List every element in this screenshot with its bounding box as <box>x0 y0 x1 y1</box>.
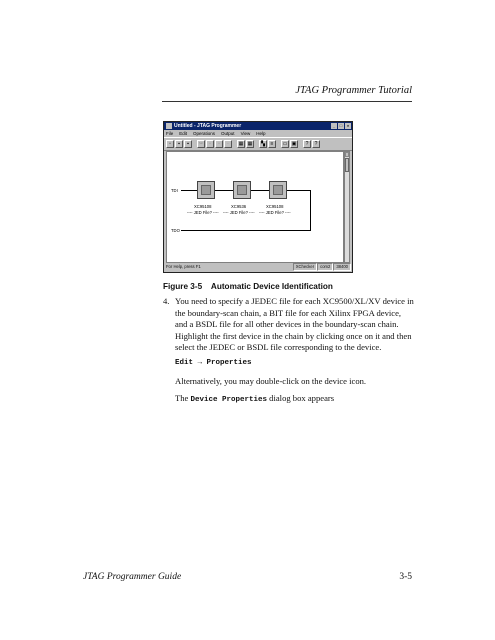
step-text: You need to specify a JEDEC file for each XC9500/XL/XV device in the boundary-scan chain, a BIT file for each Xilinx FPGA device, and a BSDL file for all other devices in the boundary-scan chain. Highlight the first device in the chain by clicking once on it and then select the JEDEC or BSDL file corresponding to the device. <box>175 296 414 352</box>
chip-program-icon[interactable]: ▦ <box>247 141 253 147</box>
tdi-wire <box>181 190 197 191</box>
wire-1-2 <box>215 190 233 191</box>
menu-view[interactable]: View <box>240 131 251 136</box>
cut-icon[interactable]: ✂ <box>198 141 204 147</box>
dialog-name: Device Properties <box>190 396 268 404</box>
tdo-wire <box>181 230 311 231</box>
header-rule <box>162 101 412 102</box>
status-bar <box>165 263 351 271</box>
wire-2-3 <box>251 190 269 191</box>
menu-operations[interactable]: Operations <box>193 131 216 136</box>
window-title: Untitled - JTAG Programmer <box>174 123 242 129</box>
paste-icon[interactable]: ▫ <box>215 140 223 148</box>
new-file-icon[interactable]: ▫ <box>166 140 174 148</box>
app-icon[interactable] <box>166 123 172 129</box>
footer-guide-title: JTAG Programmer Guide <box>83 572 182 582</box>
save-icon[interactable]: ▪ <box>184 140 192 148</box>
menu-path: Edit → Properties <box>175 359 252 367</box>
open-folder-icon[interactable]: ▪ <box>175 140 183 148</box>
alternative-text: Alternatively, you may double-click on the device icon. <box>175 376 367 386</box>
maximize-button[interactable]: □ <box>339 123 343 128</box>
scroll-thumb[interactable] <box>345 158 349 172</box>
dialog-prefix: The <box>175 393 191 403</box>
help-icon[interactable]: ? <box>303 140 311 148</box>
toolbar <box>164 137 352 151</box>
vertical-scrollbar[interactable] <box>344 151 350 263</box>
status-help-text: For Help, press F1 <box>166 264 201 269</box>
menu-edit[interactable]: Edit <box>179 131 188 136</box>
menu-help[interactable]: Help <box>256 131 266 136</box>
menu-bar <box>164 130 352 137</box>
chip-view-icon[interactable]: ▦ <box>238 141 244 147</box>
figure-caption: Figure 3-5 Automatic Device Identification <box>163 282 333 291</box>
wire-3-out <box>287 190 311 191</box>
undo-icon[interactable]: · <box>224 140 232 148</box>
device-2-chip[interactable] <box>233 181 251 199</box>
step-number: 4. <box>163 296 170 306</box>
grid-icon[interactable]: ▚ <box>259 140 267 148</box>
running-header: JTAG Programmer Tutorial <box>295 85 412 96</box>
dialog-text <box>175 393 334 404</box>
scroll-up-icon[interactable] <box>345 152 349 157</box>
device-1-name: XC95108 <box>194 204 212 209</box>
dialog-suffix: dialog box appears <box>267 393 335 403</box>
status-cable: XChecker <box>293 263 317 271</box>
device-1-jed: ---- JED File? ---- <box>187 210 219 215</box>
copy-icon[interactable]: ▫ <box>206 140 214 148</box>
window-icon[interactable]: ▭ <box>282 141 288 147</box>
cascade-icon[interactable]: ▣ <box>291 141 297 147</box>
device-3-jed: ---- JED File? ---- <box>259 210 291 215</box>
tdi-label: TDI <box>171 188 178 193</box>
jtag-programmer-window <box>163 121 353 273</box>
minimize-button[interactable]: _ <box>332 123 336 128</box>
device-1-chip[interactable] <box>197 181 215 199</box>
device-3-name: XC95108 <box>266 204 284 209</box>
chain-canvas[interactable] <box>166 151 344 263</box>
window-titlebar <box>164 122 352 130</box>
list-icon[interactable]: ≡ <box>268 140 276 148</box>
device-2-jed: ---- JED File? ---- <box>223 210 255 215</box>
device-2-name: XC9536 <box>231 204 247 209</box>
return-wire <box>310 190 311 230</box>
close-button[interactable]: × <box>346 123 350 128</box>
context-help-icon[interactable]: ? <box>312 140 320 148</box>
menu-file[interactable]: File <box>166 131 174 136</box>
menu-output[interactable]: Output <box>221 131 235 136</box>
tdo-label: TDO <box>171 228 180 233</box>
status-baud: 38400 <box>333 263 351 271</box>
device-3-chip[interactable] <box>269 181 287 199</box>
page-number: 3-5 <box>399 572 412 582</box>
status-port: com2 <box>317 263 333 271</box>
